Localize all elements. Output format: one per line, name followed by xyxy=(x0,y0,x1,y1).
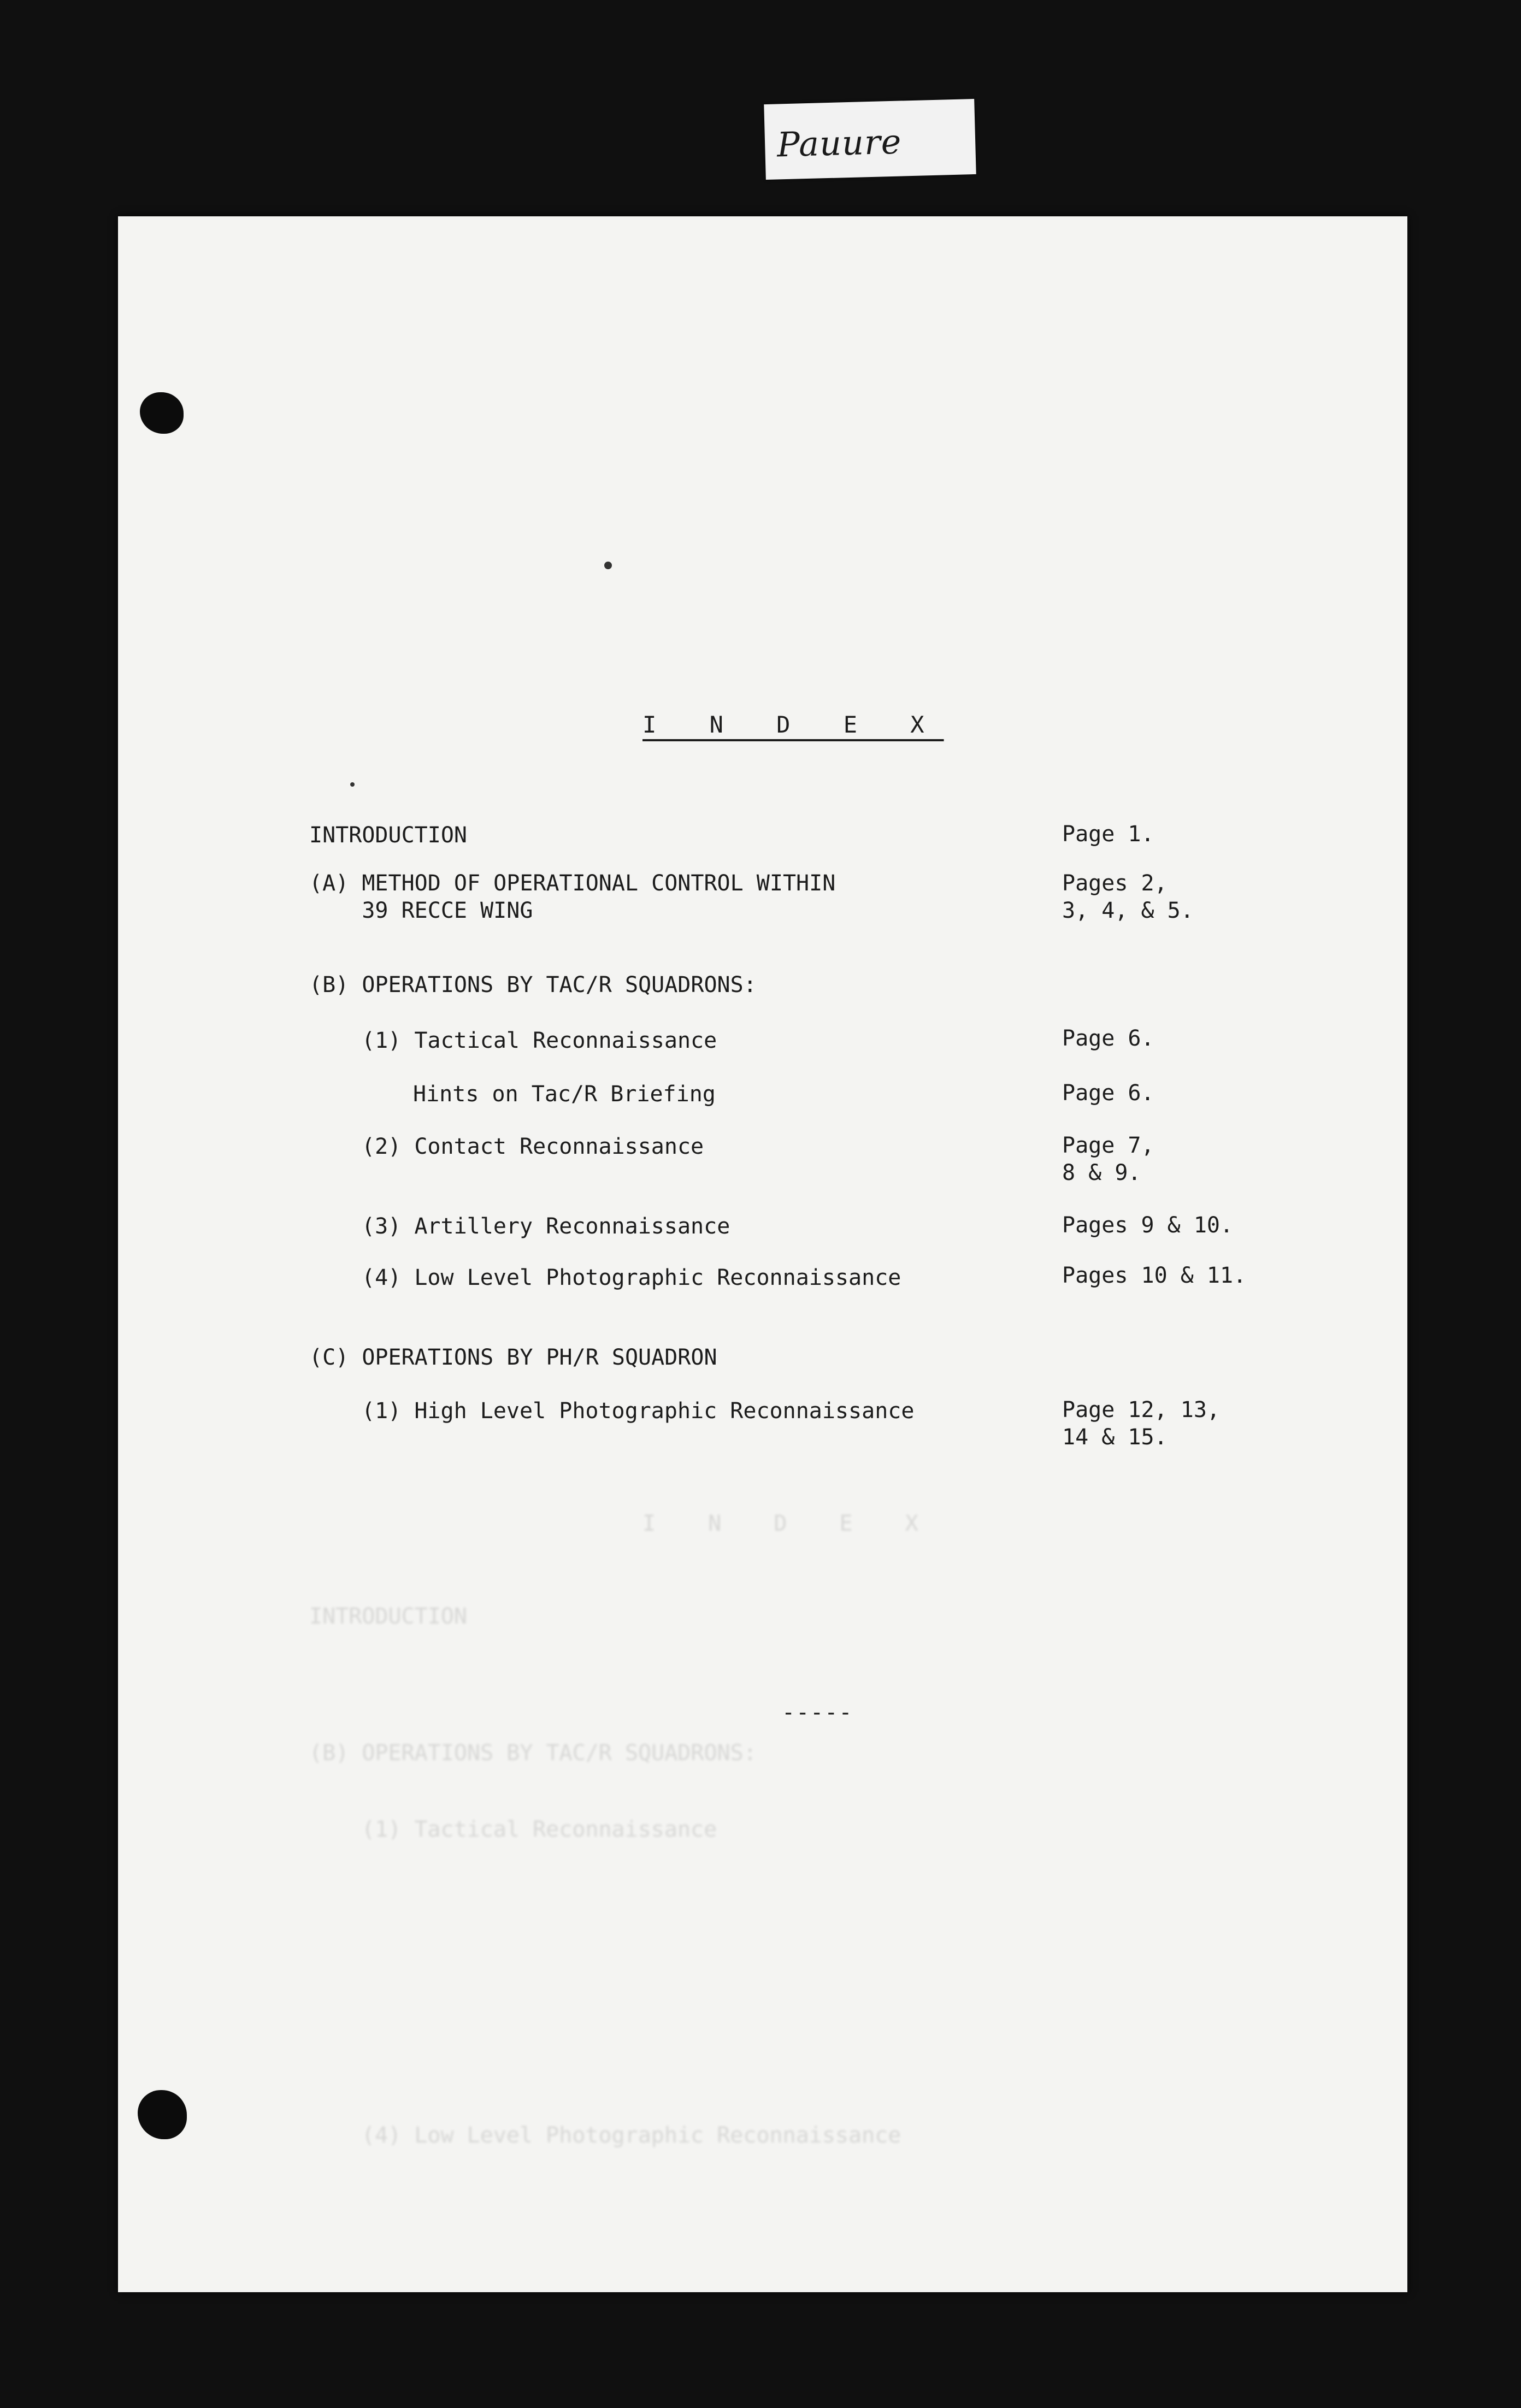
index-entry-b-hints-page: Page 6. xyxy=(1062,1081,1154,1106)
punch-hole-top xyxy=(140,392,184,434)
index-page xyxy=(118,216,1407,2292)
ghost-line: (4) Low Level Photographic Reconnaissance xyxy=(362,2123,901,2148)
ink-speck xyxy=(350,782,355,787)
index-entry-b: (B) OPERATIONS BY TAC/R SQUADRONS: xyxy=(309,972,757,998)
index-entry-b4: (4) Low Level Photographic Reconnaissance xyxy=(362,1265,901,1290)
end-marker: ----- xyxy=(782,1700,853,1725)
ghost-line: (1) Tactical Reconnaissance xyxy=(362,1817,717,1842)
index-entry-b3-page: Pages 9 & 10. xyxy=(1062,1213,1234,1238)
index-entry-b4-page: Pages 10 & 11. xyxy=(1062,1263,1247,1288)
index-entry-c: (C) OPERATIONS BY PH/R SQUADRON xyxy=(309,1345,717,1370)
index-entry-b2-page: Page 7, 8 & 9. xyxy=(1062,1133,1154,1185)
index-entry-a: (A) METHOD OF OPERATIONAL CONTROL WITHIN 39 RECCE WING xyxy=(309,871,836,923)
index-title: I N D E X xyxy=(642,711,944,738)
index-entry-b3: (3) Artillery Reconnaissance xyxy=(362,1214,730,1239)
index-entry-b1-page: Page 6. xyxy=(1062,1026,1154,1051)
index-entry-introduction: INTRODUCTION xyxy=(309,823,467,848)
ghost-title: I N D E X xyxy=(642,1511,938,1536)
show-through-ghost xyxy=(118,1511,1407,2221)
archive-tag-label: Pauure xyxy=(776,121,903,165)
archive-tag xyxy=(764,99,976,180)
ghost-line: INTRODUCTION xyxy=(309,1604,467,1629)
index-entry-b-hints: Hints on Tac/R Briefing xyxy=(413,1082,716,1107)
index-entry-a-page: Pages 2, 3, 4, & 5. xyxy=(1062,871,1194,923)
index-entry-c1: (1) High Level Photographic Reconnaissance xyxy=(362,1398,915,1424)
ink-speck xyxy=(604,562,612,569)
index-entry-c1-page: Page 12, 13, 14 & 15. xyxy=(1062,1397,1220,1450)
index-entry-b1: (1) Tactical Reconnaissance xyxy=(362,1028,717,1053)
index-entry-b2: (2) Contact Reconnaissance xyxy=(362,1134,704,1159)
ghost-line: (B) OPERATIONS BY TAC/R SQUADRONS: xyxy=(309,1740,757,1766)
index-entry-introduction-page: Page 1. xyxy=(1062,822,1154,847)
